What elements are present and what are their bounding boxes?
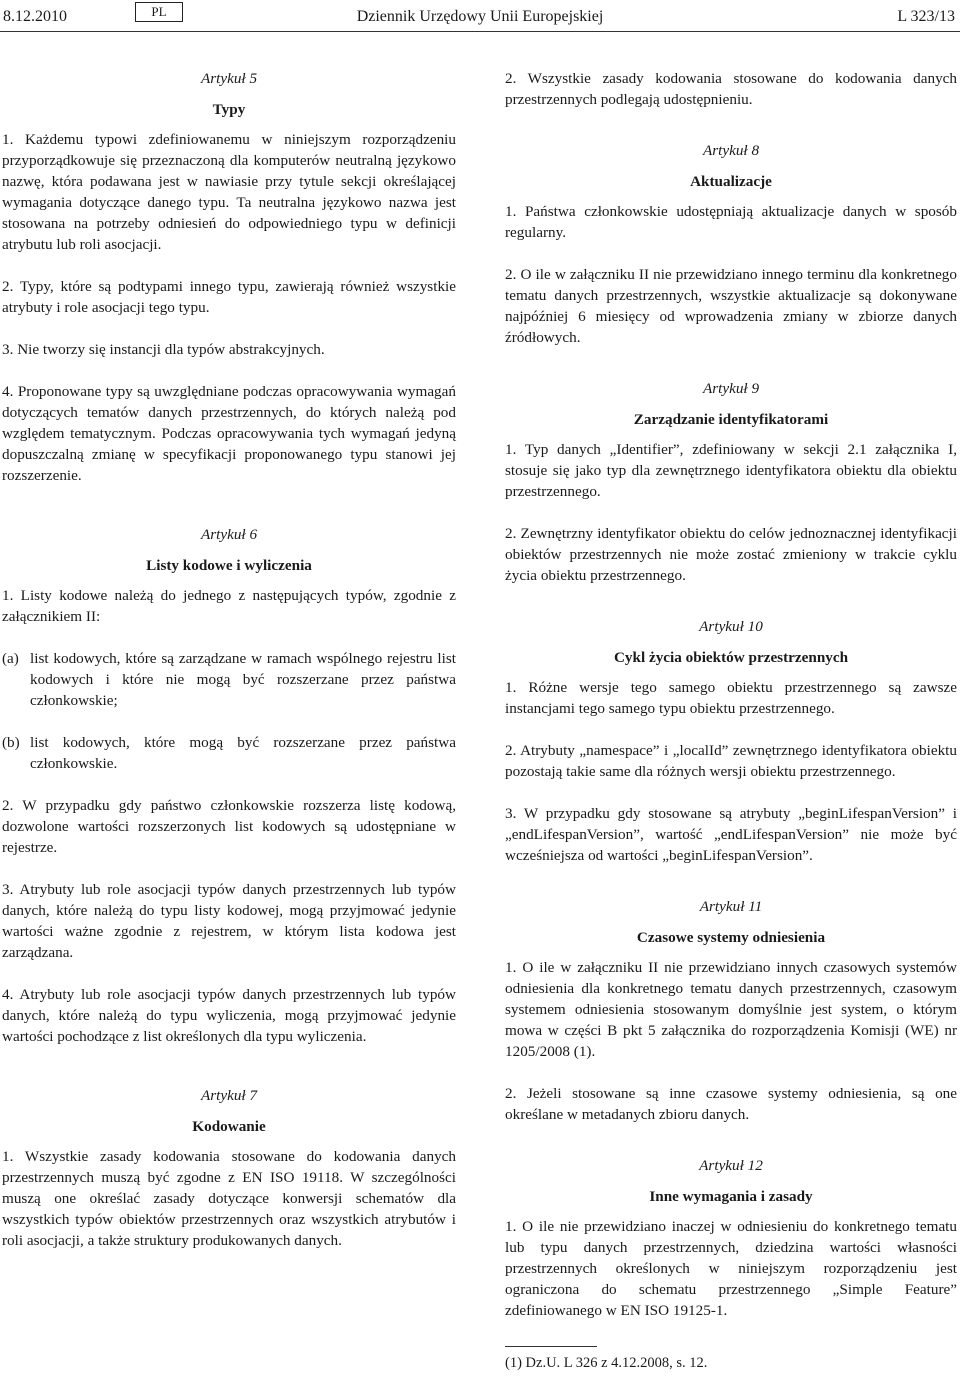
paragraph: 3. Nie tworzy się instancji dla typów abstrakcyjnych. [2,341,325,358]
article-number: Artykuł 9 [702,380,760,397]
journal-title: Dziennik Urzędowy Unii Europejskiej [356,8,604,25]
article-9 [505,378,957,586]
paragraph: 2. O ile w załączniku II nie przewidziano innego terminu dla konkretnego tematu danych przestrzennych, wszystkie aktualizacje są dokonywane najpóźniej 6 miesięcy od wprowadzenia zmiany w zbiorze danych źródłowych. [505,266,957,346]
paragraph: 2. Typy, które są podtypami innego typu, zawierają również wszystkie atrybuty i role asocjacji tego typu. [2,278,456,316]
paragraph: 4. Proponowane typy są uwzględniane podczas opracowywania wymagań dotyczących tematów danych przestrzennych, do których należą pod względem tematycznym. Podczas opracowywania tych wymagań jedyną dopuszczalną zmianę w specyfikacji proponowanego typu stanowi jej rozszerzenie. [2,383,456,484]
list-text: list kodowych, które mogą być rozszerzane przez państwa członkowskie. [30,734,456,772]
footnote-rule [505,1346,597,1347]
paragraph: 4. Atrybuty lub role asocjacji typów danych przestrzennych lub typów danych, które należą do typu wyliczenia, mogą przyjmować jedynie wartości pochodzące z list określonych dla typu wyliczenia. [2,986,456,1045]
paragraph: 1. Typ danych „Identifier”, zdefiniowany w sekcji 2.1 załącznika I, stosuje się jako typ dla zewnętrznego identyfikatora obiektu dla obiektu przestrzennego. [505,441,957,500]
paragraph: 3. Atrybuty lub role asocjacji typów danych przestrzennych lub typów danych, które należą do typu listy kodowej, mogą przyjmować jedynie wartości ważne zgodnie z rejestrem, w którym lista kodowa jest zarządzana. [2,881,456,961]
paragraph: 2. W przypadku gdy państwo członkowskie rozszerza listę kodową, dozwolone wartości rozszerzonych list kodowych są udostępniane w rejestrze. [2,797,456,856]
article-title: Zarządzanie identyfikatorami [633,411,829,428]
page-number: L 323/13 [897,8,955,25]
paragraph: 2. Jeżeli stosowane są inne czasowe systemy odniesienia, są one określane w metadanych zbioru danych. [505,1085,957,1123]
paragraph: 1. Listy kodowe należą do jednego z następujących typów, zgodnie z załącznikiem II: [2,587,456,625]
article-title: Typy [212,101,246,118]
paragraph: 1. Różne wersje tego samego obiektu przestrzennego są zawsze instancjami tego samego typu obiektu przestrzennego. [505,679,957,717]
list-label: (a) [2,650,19,667]
article-8 [505,140,957,348]
article-5 [2,68,456,486]
footnote: (1) Dz.U. L 326 z 4.12.2008, s. 12. [505,1355,708,1371]
list-item [2,732,456,774]
paragraph: 3. W przypadku gdy stosowane są atrybuty „beginLifespanVersion” i „endLifespanVersion”, wartość „endLifespanVersion” nie może być wcześniejsza od wartości „beginLifespanVersion”. [505,805,957,864]
paragraph: 2. Zewnętrzny identyfikator obiektu do celów jednoznacznej identyfikacji obiektów przestrzennych nie może zostać zmieniony w trakcie cyklu życia obiektu przestrzennego. [505,525,957,584]
left-column [2,68,456,1251]
article-title: Kodowanie [192,1118,266,1135]
right-column [505,68,957,1374]
list-label: (b) [2,734,20,751]
article-number: Artykuł 10 [699,618,763,635]
page-header [0,0,960,34]
article-10 [505,616,957,866]
article-number: Artykuł 5 [200,70,258,87]
list-text: list kodowych, które są zarządzane w ramach wspólnego rejestru list kodowych i które nie mogą być rozszerzane przez państwa członkowskie; [30,650,456,709]
article-7 [2,1085,456,1251]
paragraph: 2. Wszystkie zasady kodowania stosowane do kodowania danych przestrzennych podlegają udostępnieniu. [505,70,957,108]
article-number: Artykuł 7 [200,1087,258,1104]
paragraph: 1. O ile w załączniku II nie przewidziano innych czasowych systemów odniesienia dla konkretnego tematu danych przestrzennych, czasowym systemem odniesienia stosowanym domyślnie jest system, o którym mowa w części B pkt 5 załącznika do rozporządzenia Komisji (WE) nr 1205/2008 (1). [505,959,957,1060]
article-title: Cykl życia obiektów przestrzennych [613,649,849,666]
article-title: Aktualizacje [690,173,772,190]
article-12 [505,1155,957,1321]
article-title: Inne wymagania i zasady [649,1188,813,1205]
list-item [2,648,456,711]
paragraph: 1. Każdemu typowi zdefiniowanemu w niniejszym rozporządzeniu przyporządkowuje się przeznaczoną dla komputerów neutralną językowo nazwę, która podawana jest w nawiasie przy tytule sekcji określającej wymagania dotyczące danego typu. Ta neutralna językowo nazwa jest stosowana na potrzeby odniesień do odpowiedniego typu w definicji atrybutu lub roli asocjacji. [2,131,456,253]
article-11 [505,896,957,1125]
paragraph: 1. O ile nie przewidziano inaczej w odniesieniu do konkretnego tematu lub typu danych przestrzennych, dziedzina wartości własności przestrzennych określonych w niniejszym rozporządzeniu jest ograniczona do schematu przestrzennego „Simple Feature” zdefiniowanego w EN ISO 19125-1. [505,1218,957,1319]
paragraph: 1. Wszystkie zasady kodowania stosowane do kodowania danych przestrzennych muszą być zgodne z EN ISO 19118. W szczególności muszą one określać zasady dotyczące konwersji schematów dla wszystkich typów obiektów przestrzennych oraz wszystkich atrybutów i roli asocjacji, a także struktury produkowanych danych. [2,1148,456,1249]
article-title: Czasowe systemy odniesienia [636,929,826,946]
paragraph: 1. Państwa członkowskie udostępniają aktualizacje danych w sposób regularny. [505,203,957,241]
article-title: Listy kodowe i wyliczenia [146,557,312,574]
article-number: Artykuł 11 [699,898,763,915]
header-rule [0,31,960,32]
article-number: Artykuł 6 [200,526,258,543]
language-badge: PL [135,2,183,22]
publication-date: 8.12.2010 [3,8,67,25]
paragraph: 2. Atrybuty „namespace” i „localId” zewnętrznego identyfikatora obiektu pozostają takie same dla różnych wersji obiektu przestrzennego. [505,742,957,780]
article-number: Artykuł 8 [702,142,760,159]
article-6 [2,524,456,1047]
article-number: Artykuł 12 [699,1157,763,1174]
